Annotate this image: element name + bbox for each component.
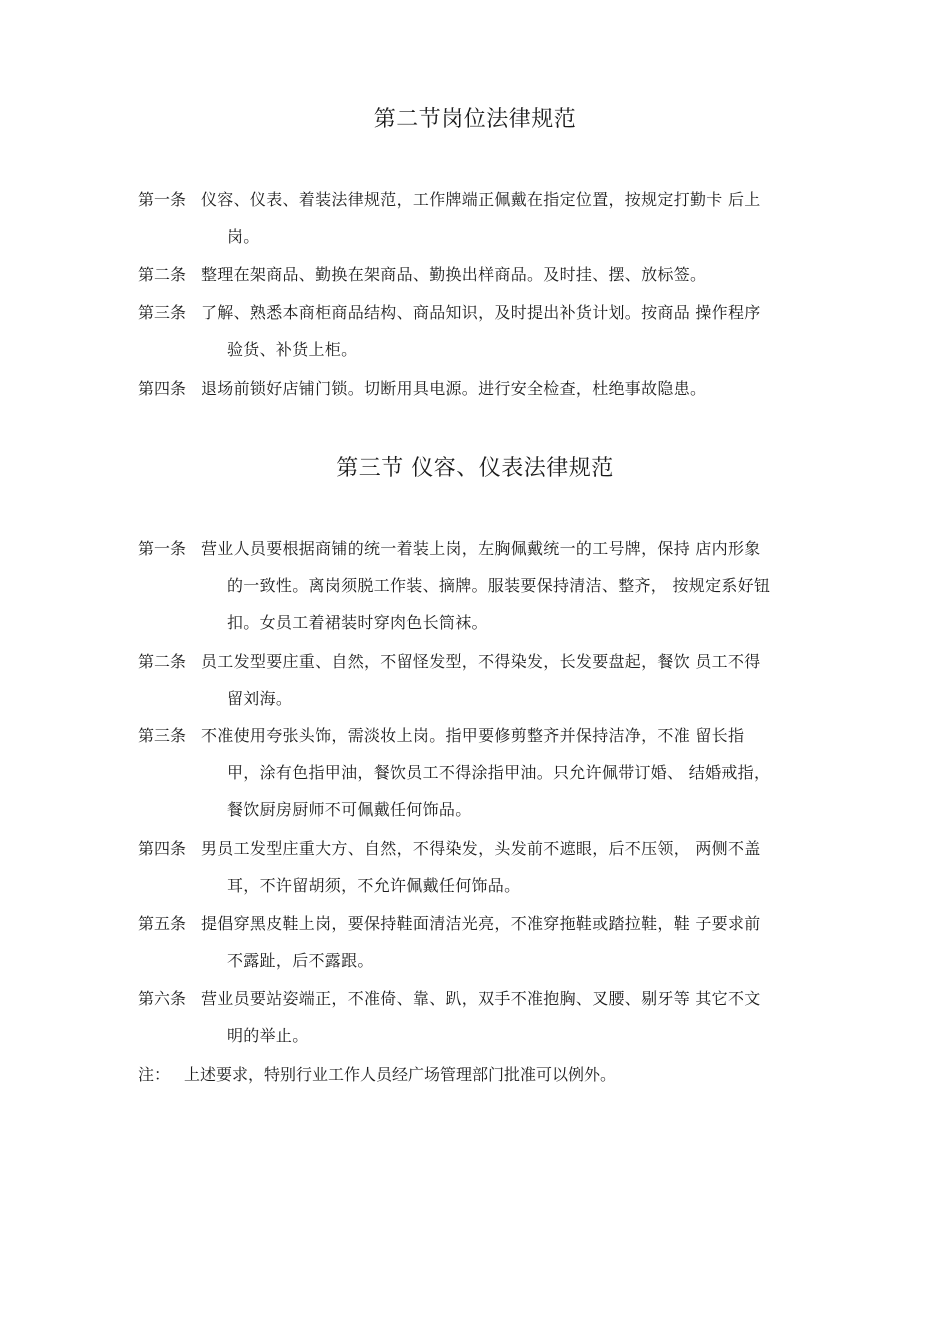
article-text	[201, 256, 838, 293]
article-text	[201, 830, 838, 904]
section3-article-1	[138, 530, 838, 641]
article-line: 明的举止。	[227, 1026, 309, 1045]
article-label: 第六条	[138, 989, 187, 1008]
section2-article-4	[138, 370, 838, 407]
section2-title: 第二节岗位法律规范	[373, 107, 577, 132]
section3-article-6	[138, 980, 838, 1054]
article-line: 仪容、仪表、着装法律规范，工作牌端正佩戴在指定位置，按规定打勤卡 后上	[201, 190, 761, 209]
section3-title: 第三节 仪容、仪表法律规范	[336, 456, 614, 481]
article-label: 第四条	[138, 379, 187, 398]
article-line: 员工发型要庄重、自然，不留怪发型，不得染发，长发要盘起，餐饮 员工不得	[201, 652, 761, 671]
article-text	[201, 181, 838, 255]
section3-article-2	[138, 643, 838, 717]
article-line: 整理在架商品、勤换在架商品、勤换出样商品。及时挂、摆、放标签。	[201, 265, 707, 284]
article-text	[201, 294, 838, 368]
section3-article-3	[138, 717, 838, 828]
article-label: 第二条	[138, 652, 187, 671]
note-text: 上述要求，特别行业工作人员经广场管理部门批准可以例外。	[184, 1065, 617, 1084]
article-text	[201, 370, 838, 407]
article-text	[201, 717, 838, 828]
article-line: 甲，涂有色指甲油，餐饮员工不得涂指甲油。只允许佩带订婚、 结婚戒指，	[227, 763, 771, 782]
article-label: 第一条	[138, 190, 187, 209]
section2-article-1	[138, 181, 838, 255]
article-line: 提倡穿黑皮鞋上岗，要保持鞋面清洁光亮，不准穿拖鞋或踏拉鞋，鞋 子要求前	[201, 914, 761, 933]
article-line: 留刘海。	[227, 689, 293, 708]
section2-article-2	[138, 256, 838, 293]
article-line: 营业人员要根据商铺的统一着装上岗，左胸佩戴统一的工号牌，保持 店内形象	[201, 539, 761, 558]
article-label: 第四条	[138, 839, 187, 858]
article-text	[201, 905, 838, 979]
article-line: 的一致性。离岗须脱工作装、摘牌。服装要保持清洁、整齐， 按规定系好钮	[227, 576, 771, 595]
article-label: 第一条	[138, 539, 187, 558]
article-label: 第二条	[138, 265, 187, 284]
article-label: 第五条	[138, 914, 187, 933]
article-line: 营业员要站姿端正，不准倚、靠、趴，双手不准抱胸、叉腰、剔牙等 其它不文	[201, 989, 761, 1008]
article-line: 扣。女员工着裙装时穿肉色长筒袜。	[227, 613, 488, 632]
section3-article-4	[138, 830, 838, 904]
article-line: 验货、补货上柜。	[227, 340, 358, 359]
note	[138, 1056, 838, 1093]
article-label: 第三条	[138, 726, 187, 745]
article-line: 男员工发型庄重大方、自然，不得染发，头发前不遮眼，后不压领， 两侧不盖	[201, 839, 761, 858]
article-text	[201, 643, 838, 717]
article-text	[201, 980, 838, 1054]
article-line: 耳，不许留胡须，不允许佩戴任何饰品。	[227, 876, 521, 895]
article-line: 岗。	[227, 227, 260, 246]
note-label: 注：	[138, 1065, 171, 1084]
article-line: 餐饮厨房厨师不可佩戴任何饰品。	[227, 800, 472, 819]
article-text	[201, 530, 838, 641]
section2-article-3	[138, 294, 838, 368]
article-line: 了解、熟悉本商柜商品结构、商品知识，及时提出补货计划。按商品 操作程序	[201, 303, 761, 322]
article-line: 不露趾，后不露跟。	[227, 951, 374, 970]
section3-article-5	[138, 905, 838, 979]
article-line: 不准使用夸张头饰，需淡妆上岗。指甲要修剪整齐并保持洁净，不准 留长指	[201, 726, 745, 745]
article-line: 退场前锁好店铺门锁。切断用具电源。进行安全检查，杜绝事故隐患。	[201, 379, 707, 398]
article-label: 第三条	[138, 303, 187, 322]
